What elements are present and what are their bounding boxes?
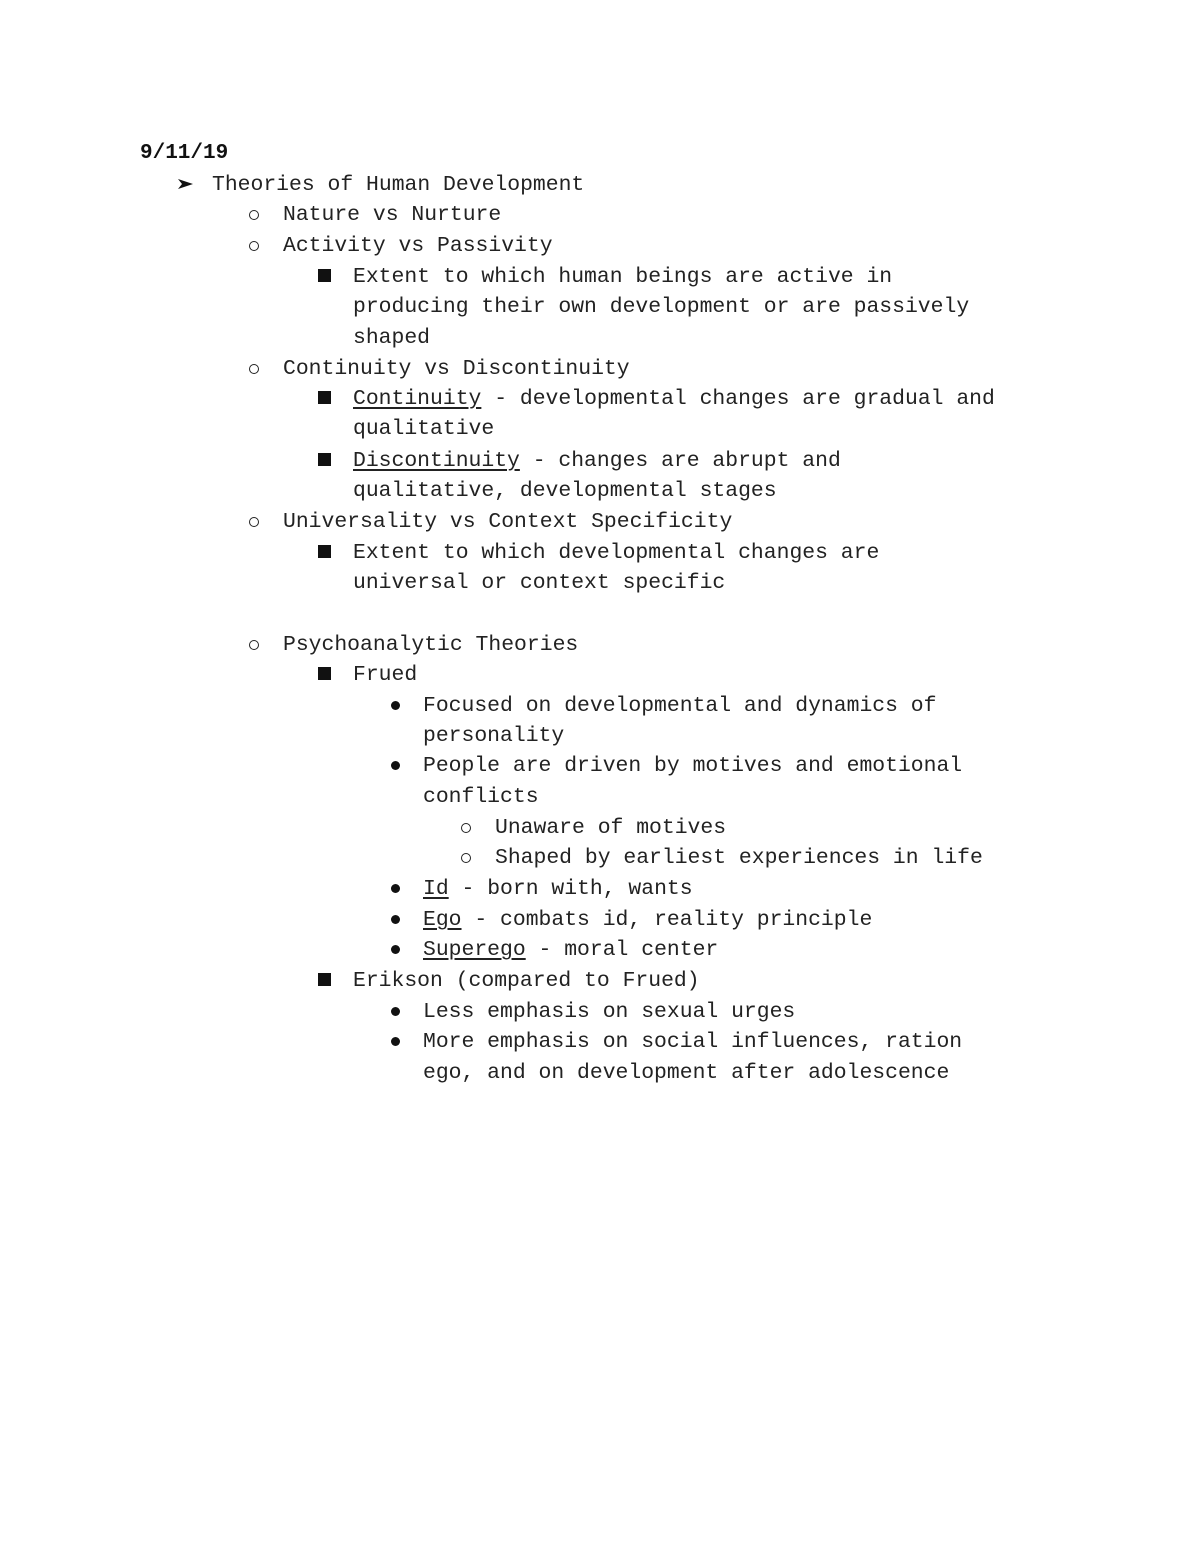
filled-dot-bullet-icon bbox=[391, 1007, 400, 1016]
frued-focus-line-1: Focused on developmental and dynamics of bbox=[423, 694, 937, 718]
activity-desc-line-3: shaped bbox=[353, 326, 431, 350]
discontinuity-definition-line-1 bbox=[353, 446, 841, 477]
continuity-definition-line-2: qualitative bbox=[353, 417, 495, 441]
filled-dot-bullet-icon bbox=[391, 945, 400, 954]
id-desc: - born with, wants bbox=[448, 877, 693, 901]
universality-desc-line-1: Extent to which developmental changes are bbox=[353, 541, 880, 565]
frued-focus-line-2: personality bbox=[423, 724, 565, 748]
filled-dot-bullet-icon bbox=[391, 761, 400, 770]
ego-term: Ego bbox=[423, 908, 462, 932]
filled-dot-bullet-icon bbox=[391, 915, 400, 924]
item-psychoanalytic: Psychoanalytic Theories bbox=[283, 633, 579, 657]
superego-term: Superego bbox=[423, 938, 526, 962]
hollow-circle-bullet-icon bbox=[249, 210, 259, 220]
note-date: 9/11/19 bbox=[140, 142, 229, 165]
item-activity-passivity: Activity vs Passivity bbox=[283, 234, 553, 258]
filled-dot-bullet-icon bbox=[391, 884, 400, 893]
item-nature-nurture: Nature vs Nurture bbox=[283, 203, 502, 227]
hollow-circle-bullet-icon bbox=[249, 241, 259, 251]
hollow-circle-bullet-icon bbox=[461, 853, 471, 863]
ego-desc: - combats id, reality principle bbox=[461, 908, 873, 932]
id-term: Id bbox=[423, 877, 449, 901]
continuity-term: Continuity bbox=[353, 387, 482, 411]
hollow-circle-bullet-icon bbox=[249, 640, 259, 650]
continuity-definition-line-1 bbox=[353, 384, 995, 415]
superego-line bbox=[423, 935, 718, 966]
id-line bbox=[423, 874, 693, 905]
filled-square-bullet-icon bbox=[318, 973, 331, 986]
frued-heading: Frued bbox=[353, 663, 418, 687]
shaped-by-experiences: Shaped by earliest experiences in life bbox=[495, 846, 983, 870]
superego-desc: - moral center bbox=[525, 938, 719, 962]
frued-driven-line-2: conflicts bbox=[423, 785, 539, 809]
hollow-circle-bullet-icon bbox=[249, 364, 259, 374]
filled-square-bullet-icon bbox=[318, 667, 331, 680]
filled-square-bullet-icon bbox=[318, 391, 331, 404]
filled-square-bullet-icon bbox=[318, 453, 331, 466]
erikson-heading: Erikson (compared to Frued) bbox=[353, 969, 700, 993]
frued-driven-line-1: People are driven by motives and emotional bbox=[423, 754, 963, 778]
filled-square-bullet-icon bbox=[318, 545, 331, 558]
erikson-less-emphasis: Less emphasis on sexual urges bbox=[423, 1000, 796, 1024]
filled-square-bullet-icon bbox=[318, 269, 331, 282]
continuity-desc: - developmental changes are gradual and bbox=[481, 387, 995, 411]
discontinuity-desc: - changes are abrupt and bbox=[519, 449, 841, 473]
discontinuity-definition-line-2: qualitative, developmental stages bbox=[353, 479, 777, 503]
hollow-circle-bullet-icon bbox=[461, 823, 471, 833]
discontinuity-term: Discontinuity bbox=[353, 449, 520, 473]
erikson-more-line-1: More emphasis on social influences, ration bbox=[423, 1030, 963, 1054]
erikson-more-line-2: ego, and on development after adolescence bbox=[423, 1061, 950, 1085]
unaware-of-motives: Unaware of motives bbox=[495, 816, 727, 840]
filled-dot-bullet-icon bbox=[391, 701, 400, 710]
universality-desc-line-2: universal or context specific bbox=[353, 571, 726, 595]
item-universality: Universality vs Context Specificity bbox=[283, 510, 733, 534]
activity-desc-line-1: Extent to which human beings are active in bbox=[353, 265, 893, 289]
item-continuity-discontinuity: Continuity vs Discontinuity bbox=[283, 357, 630, 381]
hollow-circle-bullet-icon bbox=[249, 517, 259, 527]
activity-desc-line-2: producing their own development or are passively bbox=[353, 295, 970, 319]
filled-dot-bullet-icon bbox=[391, 1037, 400, 1046]
ego-line bbox=[423, 905, 872, 936]
arrow-bullet-icon bbox=[178, 178, 194, 190]
heading-theories: Theories of Human Development bbox=[212, 173, 585, 197]
